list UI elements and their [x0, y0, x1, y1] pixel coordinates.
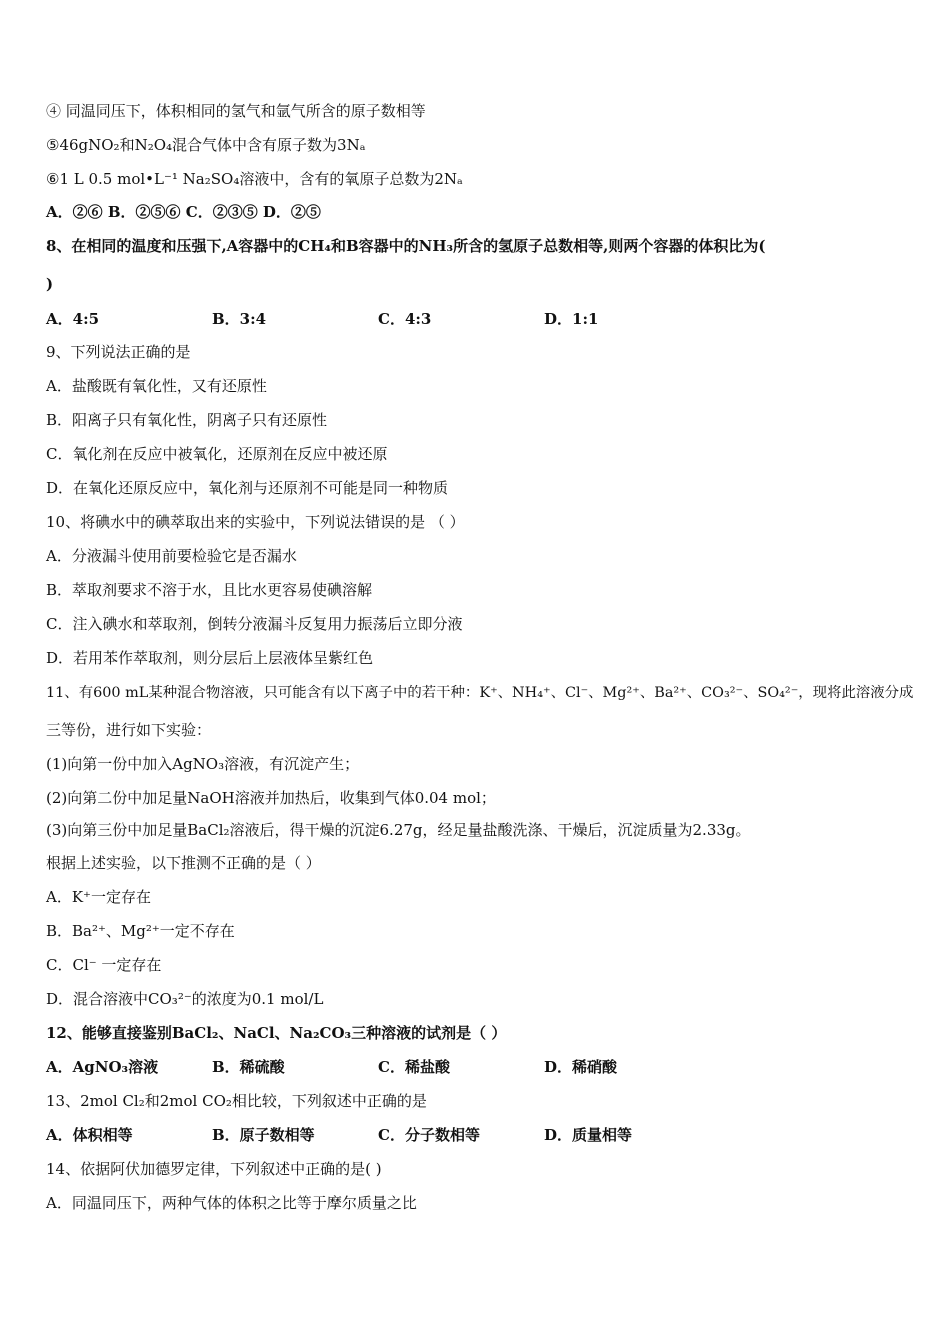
question-8: 8、在相同的温度和压强下,A容器中的CH₄和B容器中的NH₃所含的氢原子总数相等,则两个容器的体积比为( — [46, 237, 766, 255]
q10-option-a: A．分液漏斗使用前要检验它是否漏水 — [46, 547, 297, 565]
question-8-options — [46, 307, 920, 331]
q11-option-d: D．混合溶液中CO₃²⁻的浓度为0.1 mol/L — [46, 990, 324, 1008]
q11-step-1: (1)向第一份中加入AgNO₃溶液，有沉淀产生； — [46, 755, 360, 773]
q11-question: 根据上述实验，以下推测不正确的是（ ） — [46, 854, 321, 872]
q9-option-d: D．在氧化还原反应中，氧化剂与还原剂不可能是同一种物质 — [46, 479, 449, 497]
q14-option-a: A．同温同压下，两种气体的体积之比等于摩尔质量之比 — [46, 1194, 417, 1212]
q13-option-d: D．质量相等 — [544, 1126, 633, 1144]
q8-option-c: C．4:3 — [378, 310, 432, 328]
q9-option-a: A．盐酸既有氧化性，又有还原性 — [46, 377, 267, 395]
q8-option-b: B．3:4 — [212, 310, 267, 328]
q8-option-a: A．4:5 — [46, 310, 100, 328]
question-14: 14、依据阿伏加德罗定律，下列叙述中正确的是( ) — [46, 1160, 382, 1178]
q13-option-c: C．分子数相等 — [378, 1126, 480, 1144]
q13-option-a: A．体积相等 — [46, 1126, 133, 1144]
q9-option-b: B．阳离子只有氧化性，阴离子只有还原性 — [46, 411, 328, 429]
q10-option-b: B．萃取剂要求不溶于水，且比水更容易使碘溶解 — [46, 581, 373, 599]
q11-option-a: A．K⁺一定存在 — [46, 888, 151, 906]
q9-option-c: C．氧化剂在反应中被氧化，还原剂在反应中被还原 — [46, 445, 388, 463]
question-11: 11、有600 mL某种混合物溶液，只可能含有以下离子中的若干种：K⁺、NH₄⁺、Cl⁻、Mg²⁺、Ba²⁺、CO₃²⁻、SO₄²⁻，现将此溶液分成 — [46, 685, 914, 701]
statement-5: ⑤46gNO₂和N₂O₄混合气体中含有原子数为3Nₐ — [46, 136, 366, 154]
q12-option-b: B．稀硫酸 — [212, 1058, 285, 1076]
statement-6: ⑥1 L 0.5 mol•L⁻¹ Na₂SO₄溶液中，含有的氧原子总数为2Nₐ — [46, 170, 463, 188]
q10-option-d: D．若用苯作萃取剂，则分层后上层液体呈紫红色 — [46, 649, 374, 667]
question-9: 9、下列说法正确的是 — [46, 343, 191, 361]
statement-4: ④ 同温同压下，体积相同的氢气和氩气所含的原子数相等 — [46, 102, 426, 120]
q12-option-d: D．稀硝酸 — [544, 1058, 618, 1076]
q7-options: A．②⑥ B．②⑤⑥ C．②③⑤ D．②⑤ — [46, 203, 321, 221]
q12-option-c: C．稀盐酸 — [378, 1058, 450, 1076]
q11-option-b: B．Ba²⁺、Mg²⁺一定不存在 — [46, 922, 235, 940]
question-13-options — [46, 1123, 920, 1147]
q10-option-c: C．注入碘水和萃取剂，倒转分液漏斗反复用力振荡后立即分液 — [46, 615, 463, 633]
q11-option-c: C．Cl⁻ 一定存在 — [46, 956, 162, 974]
question-10: 10、将碘水中的碘萃取出来的实验中，下列说法错误的是 （ ） — [46, 513, 465, 531]
q12-option-a: A．AgNO₃溶液 — [46, 1058, 159, 1076]
q8-option-d: D．1:1 — [544, 310, 599, 328]
question-12-options — [46, 1055, 920, 1079]
question-11-cont: 三等份，进行如下实验： — [46, 721, 212, 739]
question-13: 13、2mol Cl₂和2mol CO₂相比较，下列叙述中正确的是 — [46, 1092, 427, 1110]
q13-option-b: B．原子数相等 — [212, 1126, 315, 1144]
question-8-close: ) — [46, 275, 54, 293]
q11-step-3: (3)向第三份中加足量BaCl₂溶液后，得干燥的沉淀6.27g，经足量盐酸洗涤、干燥后，沉淀质量为2.33g。 — [46, 821, 751, 839]
q11-step-2: (2)向第二份中加足量NaOH溶液并加热后，收集到气体0.04 mol； — [46, 789, 496, 807]
question-12: 12、能够直接鉴别BaCl₂、NaCl、Na₂CO₃三种溶液的试剂是（ ） — [46, 1024, 507, 1042]
